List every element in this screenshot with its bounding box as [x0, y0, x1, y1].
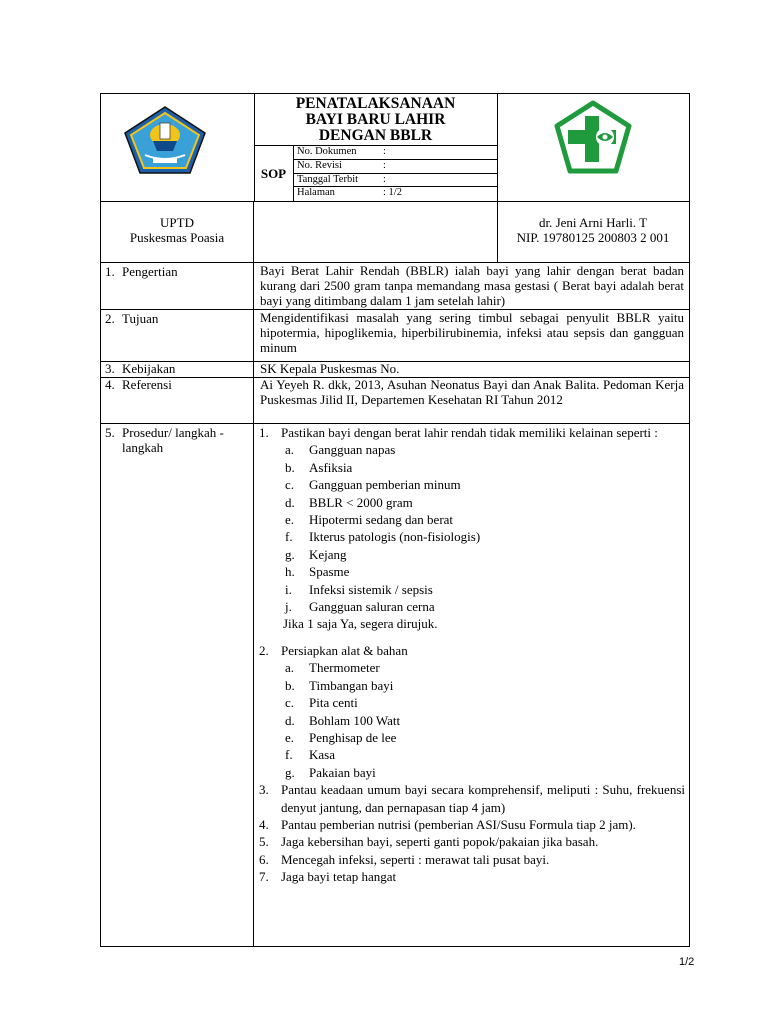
meta-value: : [383, 159, 386, 171]
sub-letter: b. [285, 459, 295, 475]
sub-text: Bohlam 100 Watt [309, 712, 401, 728]
signatory-nip: NIP. 19780125 200803 2 001 [516, 230, 670, 245]
section-label [101, 361, 254, 377]
sub-letter: b. [285, 677, 295, 693]
section-number: 3. [105, 361, 115, 376]
sub-letter: f. [285, 529, 293, 545]
page-number: 1/2 [679, 956, 695, 968]
sub-text: Timbangan bayi [309, 677, 394, 693]
procedure-step [259, 424, 685, 441]
meta-row-revision [294, 160, 497, 174]
sub-text: BBLR < 2000 gram [309, 494, 413, 510]
meta-label: No. Dokumen [297, 146, 357, 157]
section-label [101, 377, 254, 423]
document-header [101, 94, 689, 202]
section-text: Mengidentifikasi masalah yang sering timbul sebagai penyulit BBLR yaitu hipotermia, hipoglikemia, hiperbilirubinemia, infeksi atau sepsis dan gangguan minum [260, 310, 684, 355]
health-logo-cell [497, 94, 689, 201]
sub-letter: e. [285, 729, 295, 745]
section-text: SK Kepala Puskesmas No. [260, 361, 400, 376]
sub-letter: e. [285, 512, 295, 528]
sub-letter: h. [285, 564, 295, 580]
sub-text: Thermometer [309, 660, 380, 676]
puskesmas-cross-icon [554, 100, 632, 174]
section-title: Kebijakan [122, 361, 176, 376]
list-item [259, 581, 685, 598]
procedure-step [259, 816, 685, 833]
step-text: Persiapkan alat & bahan [281, 642, 408, 658]
meta-label: Tanggal Terbit [297, 173, 359, 185]
sub-letter: a. [285, 442, 295, 458]
step-text: Jaga bayi tetap hangat [281, 869, 397, 885]
logo-cell [101, 94, 255, 201]
sub-text: Gangguan pemberian minum [309, 477, 461, 493]
sub-text: Kejang [309, 546, 347, 562]
meta-label: Halaman [297, 187, 335, 199]
org-name: UPTD [160, 215, 194, 230]
sub-text: Gangguan saluran cerna [309, 599, 435, 615]
list-item [259, 677, 685, 694]
section-kebijakan [101, 361, 689, 378]
sub-text: Spasme [309, 564, 350, 580]
step-number: 5. [259, 834, 269, 850]
section-number: 4. [105, 377, 115, 392]
list-item [259, 563, 685, 580]
step-text: Jaga kebersihan bayi, seperti ganti popok/pakaian jika basah. [281, 834, 599, 850]
step-number: 2. [259, 642, 269, 658]
section-text: Bayi Berat Lahir Rendah (BBLR) ialah bayi yang lahir dengan berat badan kurang dari 2500 gram tanpa memandang masa gestasi ( Berat bayi adalah berat bayi yang ditimbang dalam 1 jam setelah lahir) [260, 263, 684, 308]
step-text: Pantau pemberian nutrisi (pemberian ASI/Susu Formula tiap 2 jam). [281, 816, 636, 832]
sub-text: Kasa [309, 747, 335, 763]
meta-row-issue-date [294, 174, 497, 188]
sub-letter: d. [285, 494, 295, 510]
procedure-step [259, 833, 685, 850]
step-number: 7. [259, 869, 269, 885]
list-item [259, 511, 685, 528]
list-item [259, 729, 685, 746]
section-label [101, 309, 254, 361]
procedure-step [259, 868, 685, 885]
sub-text: Asfiksia [309, 459, 353, 475]
title-cell [254, 94, 498, 201]
regional-emblem-icon [123, 105, 207, 175]
list-item [259, 476, 685, 493]
list-item [259, 598, 685, 615]
sub-letter: j. [285, 599, 292, 615]
organization [101, 201, 254, 262]
signatory [497, 201, 689, 262]
procedure-list [259, 424, 685, 886]
step-text: Mencegah infeksi, seperti : merawat tali pusat bayi. [281, 851, 550, 867]
list-item [259, 494, 685, 511]
sub-text: Gangguan napas [309, 442, 396, 458]
sub-letter: a. [285, 660, 295, 676]
referral-note: Jika 1 saja Ya, segera dirujuk. [283, 616, 438, 632]
step-number: 6. [259, 851, 269, 867]
list-item [259, 659, 685, 676]
sub-letter: i. [285, 581, 292, 597]
list-item [259, 528, 685, 545]
step-text: Pantau keadaan umum bayi secara komprehensif, meliputi : Suhu, frekuensi denyut jantung, dan pernapasan tiap 4 jam) [281, 782, 685, 815]
section-referensi [101, 377, 689, 424]
section-number: 1. [105, 264, 115, 279]
title-line-3: DENGAN BBLR [318, 127, 433, 144]
section-label [101, 262, 254, 309]
procedure-step [259, 642, 685, 659]
document-title [254, 94, 497, 146]
meta-value: : 1/2 [383, 187, 402, 199]
sub-letter: f. [285, 747, 293, 763]
list-item [259, 694, 685, 711]
sop-label: SOP [254, 146, 294, 201]
sub-letter: c. [285, 695, 295, 711]
procedure-step [259, 781, 685, 816]
sub-text: Pita centi [309, 695, 358, 711]
section-title: Pengertian [122, 264, 178, 279]
org-unit: Puskesmas Poasia [129, 230, 225, 245]
section-prosedur [101, 423, 689, 946]
meta-label: No. Revisi [297, 159, 342, 171]
meta-value: : [383, 146, 386, 157]
meta-row-doc-number [294, 146, 497, 160]
section-number: 5. [105, 425, 115, 440]
section-text: Ai Yeyeh R. dkk, 2013, Asuhan Neonatus Bayi dan Anak Balita. Pedoman Kerja Puskesmas Jilid II, Departemen Kesehatan RI Tahun 2012 [260, 377, 684, 407]
step-text: Pastikan bayi dengan berat lahir rendah tidak memiliki kelainan seperti : [281, 425, 658, 440]
sop-document [100, 93, 690, 947]
signatory-name: dr. Jeni Arni Harli. T [538, 215, 648, 230]
step-number: 3. [259, 782, 269, 798]
step-number: 1. [259, 425, 269, 440]
sub-letter: g. [285, 546, 295, 562]
section-title: Tujuan [122, 311, 159, 326]
spacer [259, 633, 685, 642]
meta-row-page [294, 187, 497, 201]
title-line-2: BAYI BARU LAHIR [305, 111, 446, 128]
list-item [259, 764, 685, 781]
sub-text: Pakaian bayi [309, 764, 376, 780]
signatory-row [101, 201, 689, 263]
section-title: Prosedur/ langkah - langkah [122, 425, 224, 455]
title-line-1: PENATALAKSANAAN [295, 95, 456, 112]
sub-letter: c. [285, 477, 295, 493]
list-item [259, 546, 685, 563]
procedure-step [259, 851, 685, 868]
section-pengertian [101, 262, 689, 310]
section-number: 2. [105, 311, 115, 326]
sub-text: Hipotermi sedang dan berat [309, 512, 454, 528]
signature-blank [254, 201, 498, 262]
sub-text: Penghisap de lee [309, 729, 397, 745]
sub-letter: d. [285, 712, 295, 728]
section-title: Referensi [122, 377, 172, 392]
meta-value: : [383, 173, 386, 185]
list-item [259, 441, 685, 458]
document-meta [294, 146, 497, 201]
section-tujuan [101, 309, 689, 362]
step-number: 4. [259, 816, 269, 832]
section-label [101, 423, 254, 946]
list-item [259, 746, 685, 763]
sub-letter: g. [285, 764, 295, 780]
sub-text: Ikterus patologis (non-fisiologis) [309, 529, 481, 545]
list-item [259, 459, 685, 476]
sub-text: Infeksi sistemik / sepsis [309, 581, 433, 597]
list-item [259, 712, 685, 729]
